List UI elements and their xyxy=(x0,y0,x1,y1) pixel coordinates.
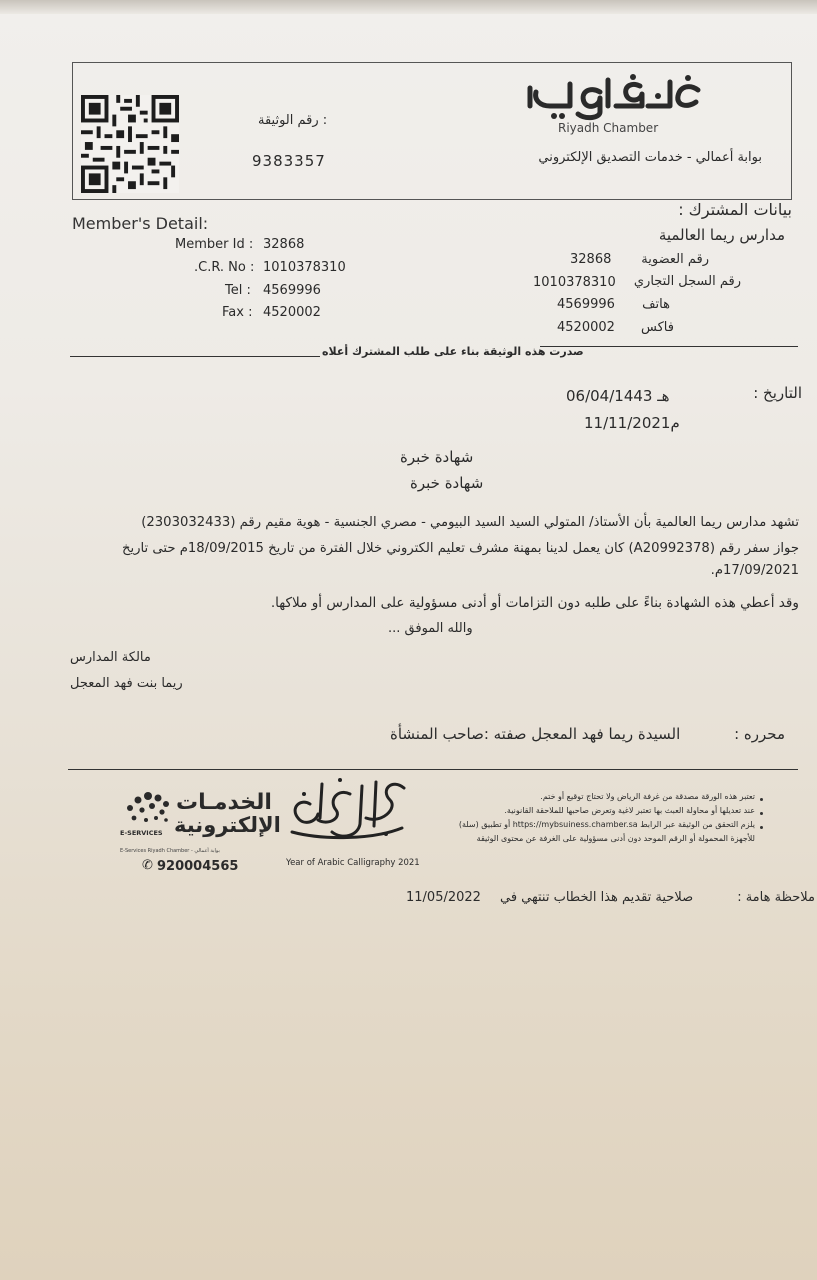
eservices-sub: E-Services Riyadh Chamber - بوابة أعمالي xyxy=(120,848,220,854)
membership-value-ar: 32868 xyxy=(570,252,612,267)
footer-note-4: للأجهزة المحمولة أو الرقم الموحد دون أدنى مسؤولية على الغرفة عن محتوى الوثيقة xyxy=(476,834,755,843)
cr-label-ar: رقم السجل التجاري xyxy=(633,274,741,289)
footer-note-3: يلزم التحقق من الوثيقة عبر الرابط https://mybsuiness.chamber.sa أو تطبيق (سلة) xyxy=(458,820,755,829)
issued-note: صدرت هذه الوثيقة بناء على طلب المشترك أعلاه xyxy=(322,345,584,358)
tel-value: 4569996 xyxy=(263,283,321,298)
phone-label-ar: هاتف xyxy=(642,297,670,312)
subscriber-name-ar: مدارس ريما العالمية xyxy=(658,226,785,244)
footer-note-2: عند تعديلها أو محاولة العبث بها تعتبر لاغية وتعرض صاحبها للملاحقة القانونية. xyxy=(504,806,755,815)
note-bullet xyxy=(760,826,763,829)
date-label: التاريخ : xyxy=(753,384,802,402)
validity-text: صلاحية تقديم هذا الخطاب تنتهي في xyxy=(500,890,694,905)
phone-value-ar: 4569996 xyxy=(557,297,615,312)
subscriber-title-ar: بيانات المشترك : xyxy=(678,200,792,219)
validity-date: 11/05/2022 xyxy=(406,890,481,905)
hijri-date: 06/04/1443 هـ xyxy=(566,387,670,405)
doc-number: 9383357 xyxy=(252,152,326,170)
certificate-line-4: وقد أعطي هذه الشهادة بناءً على طلبه دون التزامات أو أدنى مسؤولية على المدارس أو ملاكها. xyxy=(270,595,799,611)
divider-left xyxy=(70,356,320,357)
eservices-en: E-SERVICES xyxy=(120,829,163,837)
editor-value: السيدة ريما فهد المعجل صفته :صاحب المنشأة xyxy=(390,725,681,743)
eservices-phone: 920004565 xyxy=(157,859,239,874)
editor-label: محرره : xyxy=(734,725,785,743)
member-detail-title: Member's Detail: xyxy=(72,214,209,233)
owner-name: ريما بنت فهد المعجل xyxy=(70,676,183,691)
tel-label: Tel : xyxy=(225,283,251,298)
cr-value-ar: 1010378310 xyxy=(533,275,616,290)
cr-value: 1010378310 xyxy=(263,260,346,275)
page-top-edge xyxy=(0,0,817,14)
footer-note-1: تعتبر هذه الورقة مصدقة من غرفة الرياض ولا تحتاج توقيع أو ختم. xyxy=(540,792,755,801)
validity-label: ملاحظة هامة : xyxy=(737,890,815,905)
portal-title: بوابة أعمالي - خدمات التصديق الإلكتروني xyxy=(538,150,762,165)
eservices-phone-icon: ✆ xyxy=(142,858,153,873)
cr-label: .C.R. No : xyxy=(194,260,255,275)
gregorian-date: 11/11/2021م xyxy=(584,414,680,432)
doc-number-label: رقم الوثيقة : xyxy=(258,113,328,128)
qr-code-icon xyxy=(80,95,180,193)
eservices-dots-icon xyxy=(122,790,174,830)
fax-label: Fax : xyxy=(222,305,253,320)
footer-divider xyxy=(68,769,798,770)
riyadh-chamber-logo-icon xyxy=(520,72,705,124)
calligraphy-caption: Year of Arabic Calligraphy 2021 xyxy=(286,858,420,868)
certificate-line-2: جواز سفر رقم (A20992378) كان يعمل لدينا بمهنة مشرف تعليم الكتروني خلال الفترة من تاريخ 18/09/2015م حتى تاريخ xyxy=(121,541,799,556)
certificate-line-3: 17/09/2021م. xyxy=(710,563,799,578)
closing-text: والله الموفق ... xyxy=(388,621,473,636)
membership-label-ar: رقم العضوية xyxy=(641,252,709,267)
member-id-label: Member Id : xyxy=(175,237,254,252)
certificate-line-1: تشهد مدارس ريما العالمية بأن الأستاذ/ المتولي السيد السيد البيومي - مصري الجنسية - هوية مقيم رقم (2303032433) xyxy=(141,515,799,530)
owner-title: مالكة المدارس xyxy=(70,650,151,665)
logo-latin-text: Riyadh Chamber xyxy=(558,121,659,135)
fax-value: 4520002 xyxy=(263,305,321,320)
note-bullet xyxy=(760,798,763,801)
note-bullet xyxy=(760,812,763,815)
member-id-value: 32868 xyxy=(263,237,305,252)
calligraphy-year-logo-icon xyxy=(282,774,412,854)
eservices-ar-2: الإلكترونية xyxy=(174,813,281,837)
fax-label-ar: فاكس xyxy=(641,320,674,335)
eservices-ar-1: الخدمـات xyxy=(176,790,272,815)
fax-value-ar: 4520002 xyxy=(557,320,615,335)
certificate-title-2: شهادة خبرة xyxy=(410,474,484,492)
certificate-title-1: شهادة خبرة xyxy=(400,448,474,466)
